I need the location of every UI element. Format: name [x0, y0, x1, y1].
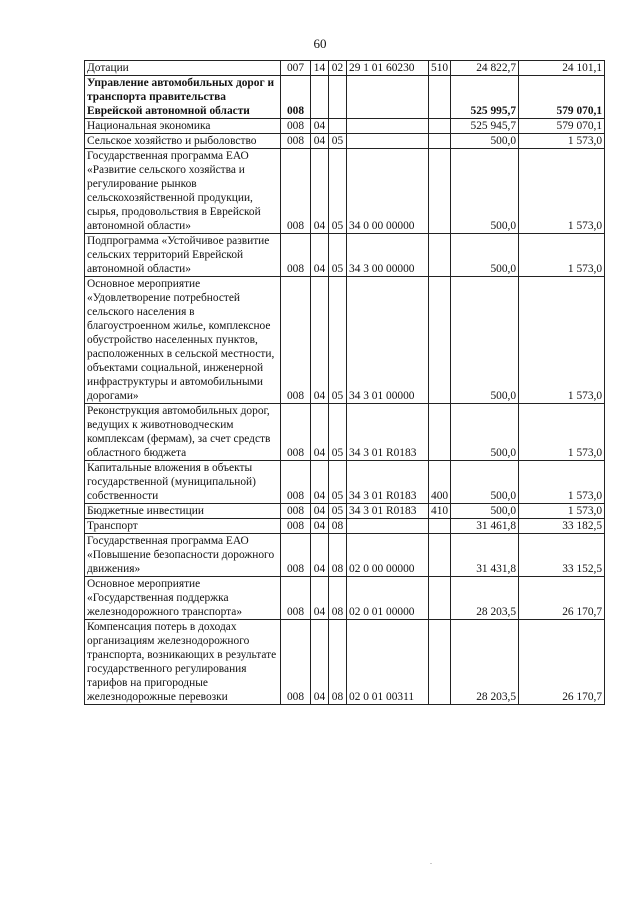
cell-csr [347, 76, 429, 119]
cell-csr: 02 0 01 00000 [347, 577, 429, 620]
cell-ved: 008 [281, 404, 311, 461]
cell-sum-2: 24 101,1 [519, 61, 605, 76]
page-number: 60 [313, 36, 327, 51]
cell-pr: 05 [329, 234, 347, 277]
table-row [85, 76, 605, 119]
cell-vr [429, 119, 451, 134]
cell-name: Национальная экономика [85, 119, 281, 134]
scan-mark: . [430, 857, 432, 866]
cell-name: Транспорт [85, 519, 281, 534]
cell-ved: 008 [281, 119, 311, 134]
cell-sum-2: 1 573,0 [519, 404, 605, 461]
cell-ved: 008 [281, 620, 311, 705]
cell-ved: 007 [281, 61, 311, 76]
cell-pr: 05 [329, 404, 347, 461]
cell-csr: 34 3 01 R0183 [347, 461, 429, 504]
cell-sum-2: 579 070,1 [519, 76, 605, 119]
cell-vr [429, 577, 451, 620]
cell-sum-2: 33 182,5 [519, 519, 605, 534]
cell-sum-1: 525 945,7 [451, 119, 519, 134]
table-row [85, 134, 605, 149]
cell-rz: 04 [311, 461, 329, 504]
cell-vr [429, 519, 451, 534]
table-row [85, 149, 605, 234]
cell-rz: 04 [311, 504, 329, 519]
cell-name: Дотации [85, 61, 281, 76]
cell-name: Подпрограмма «Устойчивое развитие сельских территорий Еврейской автономной области» [85, 234, 281, 277]
cell-sum-2: 1 573,0 [519, 134, 605, 149]
cell-csr: 02 0 00 00000 [347, 534, 429, 577]
cell-sum-2: 26 170,7 [519, 620, 605, 705]
table-row [85, 61, 605, 76]
cell-sum-1: 500,0 [451, 134, 519, 149]
cell-rz [311, 76, 329, 119]
budget-table [84, 60, 605, 705]
cell-pr [329, 119, 347, 134]
cell-pr: 05 [329, 277, 347, 404]
cell-vr: 400 [429, 461, 451, 504]
table-row [85, 234, 605, 277]
cell-pr: 05 [329, 504, 347, 519]
cell-vr [429, 76, 451, 119]
cell-csr: 34 0 00 00000 [347, 149, 429, 234]
cell-pr: 05 [329, 461, 347, 504]
cell-sum-2: 1 573,0 [519, 149, 605, 234]
cell-ved: 008 [281, 234, 311, 277]
cell-rz: 04 [311, 277, 329, 404]
cell-pr: 05 [329, 149, 347, 234]
cell-sum-2: 1 573,0 [519, 277, 605, 404]
cell-vr [429, 404, 451, 461]
cell-rz: 04 [311, 404, 329, 461]
cell-rz: 04 [311, 149, 329, 234]
cell-ved: 008 [281, 461, 311, 504]
cell-rz: 04 [311, 577, 329, 620]
cell-rz: 04 [311, 620, 329, 705]
cell-sum-1: 525 995,7 [451, 76, 519, 119]
cell-vr: 410 [429, 504, 451, 519]
cell-vr: 510 [429, 61, 451, 76]
cell-rz: 04 [311, 119, 329, 134]
cell-csr: 34 3 01 R0183 [347, 504, 429, 519]
cell-csr: 02 0 01 00311 [347, 620, 429, 705]
cell-ved: 008 [281, 504, 311, 519]
table-row [85, 119, 605, 134]
cell-ved: 008 [281, 277, 311, 404]
cell-rz: 14 [311, 61, 329, 76]
cell-sum-1: 500,0 [451, 461, 519, 504]
cell-sum-1: 24 822,7 [451, 61, 519, 76]
table-row [85, 504, 605, 519]
cell-csr: 34 3 00 00000 [347, 234, 429, 277]
cell-sum-2: 33 152,5 [519, 534, 605, 577]
table-row [85, 577, 605, 620]
table-row [85, 534, 605, 577]
cell-pr: 08 [329, 577, 347, 620]
cell-sum-1: 28 203,5 [451, 620, 519, 705]
cell-sum-2: 1 573,0 [519, 504, 605, 519]
cell-name: Основное мероприятие «Государственная поддержка железнодорожного транспорта» [85, 577, 281, 620]
cell-sum-1: 31 461,8 [451, 519, 519, 534]
table-row [85, 404, 605, 461]
cell-rz: 04 [311, 234, 329, 277]
table-row [85, 519, 605, 534]
cell-csr: 34 3 01 00000 [347, 277, 429, 404]
cell-csr: 34 3 01 R0183 [347, 404, 429, 461]
table-row [85, 620, 605, 705]
table-row [85, 277, 605, 404]
cell-csr [347, 119, 429, 134]
cell-pr: 05 [329, 134, 347, 149]
cell-ved: 008 [281, 519, 311, 534]
cell-name: Государственная программа ЕАО «Развитие сельского хозяйства и регулирование рынков сельскохозяйственной продукции, сырья, продовольствия в Еврейской автономной области» [85, 149, 281, 234]
cell-sum-2: 26 170,7 [519, 577, 605, 620]
cell-name: Управление автомобильных дорог и транспорта правительства Еврейской автономной области [85, 76, 281, 119]
cell-name: Государственная программа ЕАО «Повышение безопасности дорожного движения» [85, 534, 281, 577]
cell-vr [429, 277, 451, 404]
cell-name: Бюджетные инвестиции [85, 504, 281, 519]
cell-pr: 08 [329, 534, 347, 577]
cell-ved: 008 [281, 134, 311, 149]
table-row [85, 461, 605, 504]
cell-csr [347, 134, 429, 149]
cell-ved: 008 [281, 577, 311, 620]
cell-pr: 08 [329, 620, 347, 705]
cell-rz: 04 [311, 534, 329, 577]
cell-sum-1: 31 431,8 [451, 534, 519, 577]
cell-vr [429, 234, 451, 277]
cell-vr [429, 149, 451, 234]
cell-rz: 04 [311, 519, 329, 534]
cell-sum-1: 28 203,5 [451, 577, 519, 620]
cell-name: Компенсация потерь в доходах организациям железнодорожного транспорта, возникающих в результате государственного регулирования тарифов на пригородные железнодорожные перевозки [85, 620, 281, 705]
cell-sum-1: 500,0 [451, 149, 519, 234]
cell-vr [429, 134, 451, 149]
cell-sum-1: 500,0 [451, 404, 519, 461]
cell-ved: 008 [281, 76, 311, 119]
cell-sum-1: 500,0 [451, 504, 519, 519]
cell-sum-1: 500,0 [451, 277, 519, 404]
cell-pr: 02 [329, 61, 347, 76]
cell-rz: 04 [311, 134, 329, 149]
cell-ved: 008 [281, 534, 311, 577]
cell-name: Основное мероприятие «Удовлетворение потребностей сельского населения в благоустроенном жилье, комплексное обустройство населенных пунктов, расположенных в сельской местности, объектами социальной, инженерной инфраструктуры и автомобильными дорогами» [85, 277, 281, 404]
cell-csr: 29 1 01 60230 [347, 61, 429, 76]
cell-pr [329, 76, 347, 119]
cell-pr: 08 [329, 519, 347, 534]
cell-ved: 008 [281, 149, 311, 234]
budget-table-body [85, 61, 605, 705]
cell-vr [429, 620, 451, 705]
cell-sum-2: 1 573,0 [519, 461, 605, 504]
cell-sum-1: 500,0 [451, 234, 519, 277]
cell-name: Капитальные вложения в объекты государственной (муниципальной) собственности [85, 461, 281, 504]
cell-sum-2: 579 070,1 [519, 119, 605, 134]
cell-csr [347, 519, 429, 534]
cell-sum-2: 1 573,0 [519, 234, 605, 277]
cell-name: Сельское хозяйство и рыболовство [85, 134, 281, 149]
cell-vr [429, 534, 451, 577]
cell-name: Реконструкция автомобильных дорог, ведущих к животноводческим комплексам (фермам), за счет средств областного бюджета [85, 404, 281, 461]
